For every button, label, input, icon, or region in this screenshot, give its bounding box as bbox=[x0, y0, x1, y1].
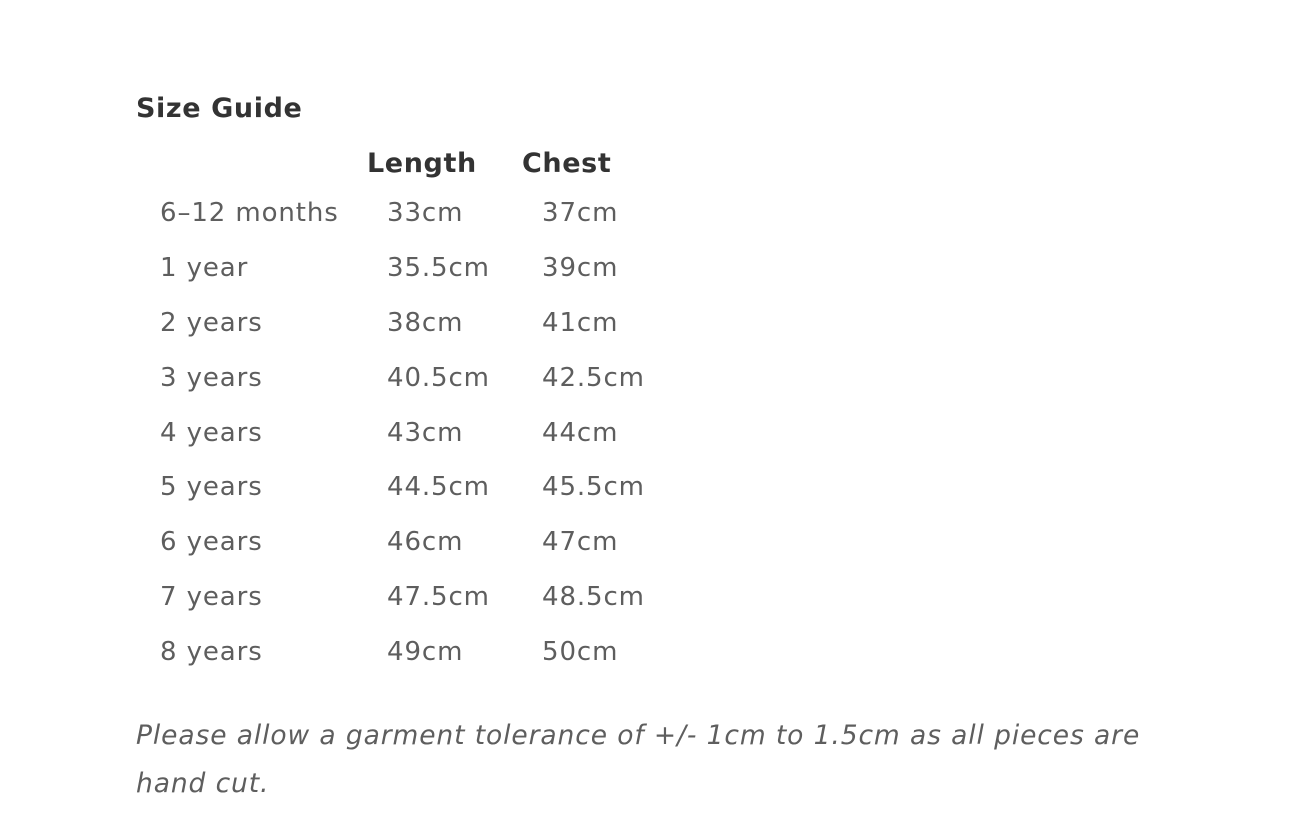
table-row bbox=[136, 460, 682, 515]
length-column-header: Length bbox=[367, 147, 477, 179]
size-cell: 6–12 months bbox=[160, 198, 339, 229]
table-row bbox=[136, 515, 682, 570]
chest-cell: 47cm bbox=[542, 527, 619, 558]
size-cell: 8 years bbox=[160, 636, 263, 667]
table-row bbox=[136, 241, 682, 296]
tolerance-note: Please allow a garment tolerance of +/- 1cm to 1.5cm as all pieces are hand cut. bbox=[136, 720, 1141, 799]
size-cell: 1 year bbox=[160, 253, 249, 284]
length-cell: 35.5cm bbox=[387, 253, 490, 284]
length-cell: 43cm bbox=[387, 417, 464, 448]
header-row bbox=[136, 140, 682, 186]
chest-cell: 41cm bbox=[542, 307, 619, 338]
chest-cell: 37cm bbox=[542, 198, 619, 229]
size-cell: 2 years bbox=[160, 307, 263, 338]
size-guide-title: Size Guide bbox=[136, 93, 303, 124]
size-column-header bbox=[136, 140, 367, 186]
chest-cell: 45.5cm bbox=[542, 472, 645, 503]
size-cell: 7 years bbox=[160, 581, 263, 612]
length-cell: 38cm bbox=[387, 307, 464, 338]
size-guide-table bbox=[136, 140, 682, 679]
chest-column-header: Chest bbox=[522, 147, 612, 179]
size-cell: 4 years bbox=[160, 417, 263, 448]
size-guide-table-body bbox=[136, 186, 682, 679]
length-cell: 33cm bbox=[387, 198, 464, 229]
length-cell: 47.5cm bbox=[387, 581, 490, 612]
chest-cell: 39cm bbox=[542, 253, 619, 284]
size-cell: 6 years bbox=[160, 527, 263, 558]
table-row bbox=[136, 405, 682, 460]
size-guide-table-header bbox=[136, 140, 682, 186]
size-cell: 5 years bbox=[160, 472, 263, 503]
chest-cell: 50cm bbox=[542, 636, 619, 667]
chest-cell: 42.5cm bbox=[542, 362, 645, 393]
chest-cell: 48.5cm bbox=[542, 581, 645, 612]
table-row bbox=[136, 350, 682, 405]
table-row bbox=[136, 186, 682, 241]
size-cell: 3 years bbox=[160, 362, 263, 393]
length-cell: 44.5cm bbox=[387, 472, 490, 503]
length-cell: 46cm bbox=[387, 527, 464, 558]
table-row bbox=[136, 624, 682, 679]
chest-cell: 44cm bbox=[542, 417, 619, 448]
table-row bbox=[136, 296, 682, 351]
length-cell: 40.5cm bbox=[387, 362, 490, 393]
table-row bbox=[136, 570, 682, 625]
length-cell: 49cm bbox=[387, 636, 464, 667]
